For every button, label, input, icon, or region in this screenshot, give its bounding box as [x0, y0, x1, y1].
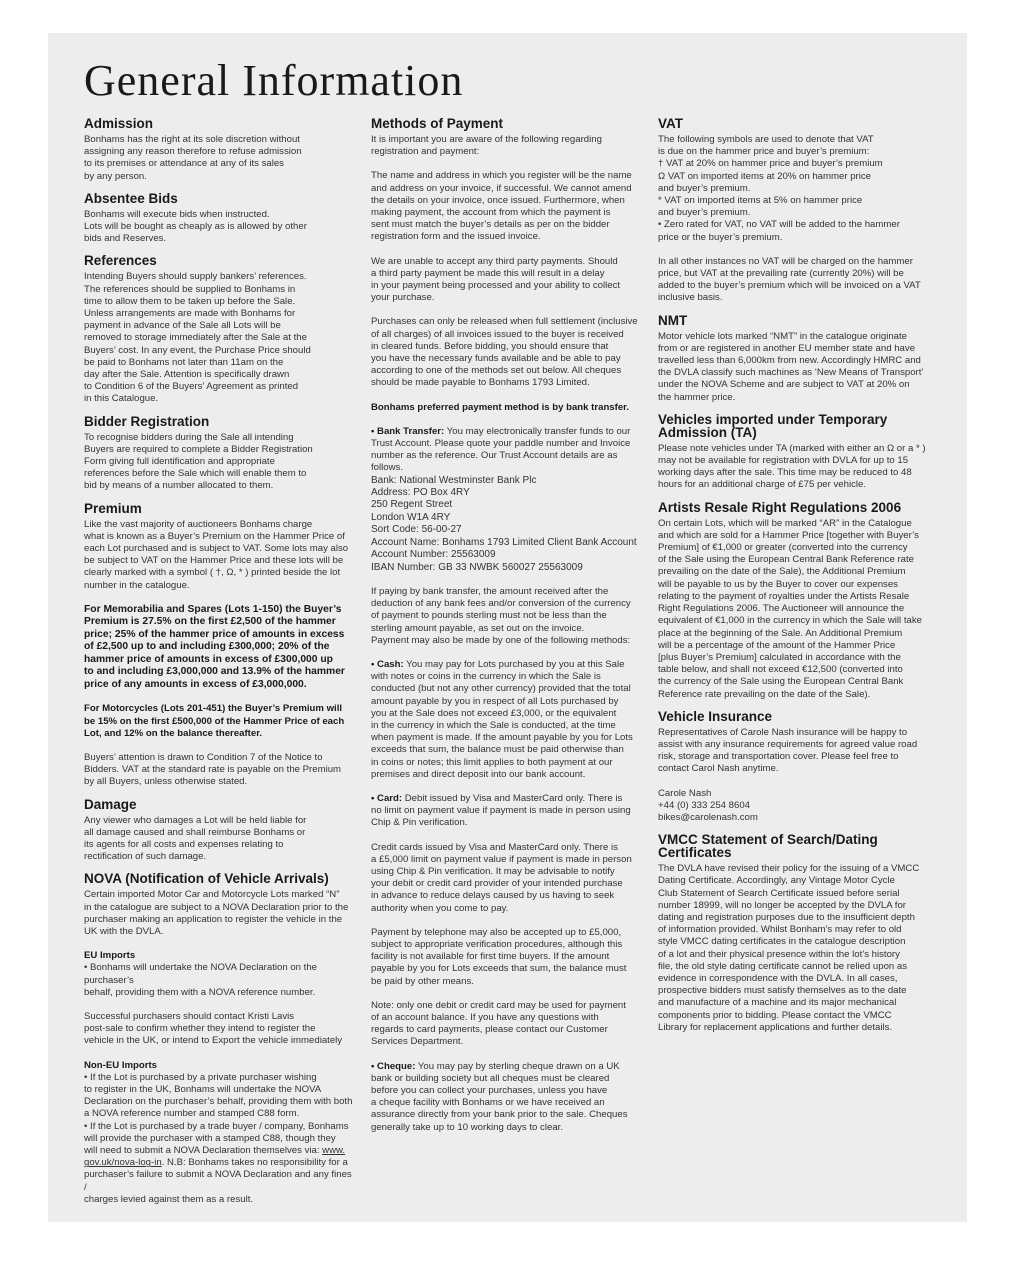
heading-line: Vehicles imported under Temporary [658, 411, 888, 427]
cheque-text [371, 1061, 643, 1073]
section-references [84, 254, 356, 405]
heading-line: VMCC Statement of Search/Dating [658, 832, 878, 848]
section-text: Motor vehicle lots marked “NMT” in the catalogue originate from or are registered in another EU member state and have travelled less than 6,000km from new. Accordingly HMRC and the DVLA classify such machines as ‘New Means of Transport’ under the NOVA Scheme and are subject to VAT at 20% on the hammer price. [658, 330, 924, 403]
section-text: Note: only one debit or credit card may be used for payment of an account balance. If you have any questions with regards to card payments, please contact our Customer Services Department. [371, 999, 626, 1048]
section-heading: Premium [84, 500, 142, 516]
section-absentee-bids [84, 192, 356, 246]
section-heading: NOVA (Notification of Vehicle Arrivals) [84, 871, 329, 887]
section-text: Please note vehicles under TA (marked with either an Ω or a * ) may not be available for registration with DVLA for up to 15 working days after the sale. This time may be reduced to 48 hours for an additional charge of £75 per vehicle. [658, 442, 926, 491]
section-heading: Methods of Payment [371, 116, 504, 131]
section-admission [84, 117, 356, 183]
section-text: Bonhams will execute bids when instructed. Lots will be bought as cheaply as is allowed by other bids and Reserves. [84, 208, 307, 245]
section-text: We are unable to accept any third party payments. Should a third party payment be made this will result in a delay in your payment being processed and your ability to collect your purchase. [371, 255, 621, 304]
bank-transfer-label: • Bank Transfer: [371, 425, 445, 437]
section-text: no limit on payment value if payment is made in person using Chip & Pin verification. [371, 805, 631, 829]
section-vmcc [658, 833, 933, 1034]
section-text: bank or building society but all cheques must be cleared before you can collect your purchases, unless you have a cheque facility with Bonhams or we have received an assurance directly from your bank prior to the sale. Cheques generally take up to 10 working days to clear. [371, 1072, 628, 1133]
section-text: Credit cards issued by Visa and MasterCard only. There is a £5,000 limit on payment value if payment is made in person using Chip & Pin verification. It may be advisable to notify your debit or credit card provider of your intended purchase in advance to reduce delays caused by us having to seek authority when you come to pay. [371, 841, 632, 914]
section-text: Payment by telephone may also be accepted up to £5,000, subject to appropriate verification procedures, although this facility is not available for first time buyers. If the amount payable by you for Lots exceeds that sum, the balance must be paid by other means. [371, 926, 627, 987]
nova-link-part-1[interactable]: www. [322, 1145, 346, 1157]
cheque-first: You may pay by sterling cheque drawn on a UK [415, 1060, 620, 1072]
section-text: To recognise bidders during the Sale all intending Buyers are required to complete a Bidder Registration Form giving full identification and appropriate references before the Sale which will enable them to bid by means of a number allocated to them. [84, 431, 313, 492]
section-nova [84, 872, 356, 1206]
section-text: Like the vast majority of auctioneers Bonhams charge what is known as a Buyer’s Premium on the Hammer Price of each Lot purchased and is subject to VAT. Some lots may also be subject to VAT on the Hammer Price and these lots will be clearly marked with a symbol ( †, Ω, * ) printed beside the lot number in the catalogue. [84, 518, 349, 591]
card-label: • Card: [371, 792, 403, 804]
memorabilia-premium-text: For Memorabilia and Spares (Lots 1-150) the Buyer’s Premium is 27.5% on the first £2,500 of the hammer price; 25% of the hammer price of amounts in excess of £2,500 up to and including £300,000; 20% of the hammer price of amounts in excess of £300,000 up to and including £3,000,000 and 13.9% of the hammer price of any amounts in excess of £3,000,000. [84, 603, 345, 690]
section-nmt [658, 314, 933, 404]
nova-link-part-2[interactable]: gov.uk/nova-log-in [84, 1157, 162, 1169]
eu-imports-heading: EU Imports [84, 950, 136, 962]
column-left [84, 117, 356, 1215]
cash-label: • Cash: [371, 658, 404, 670]
section-text: Bonhams has the right at its sole discretion without assigning any reason therefore to refuse admission to its premises or attendance at any of its sales by any person. [84, 134, 302, 182]
section-heading: Vehicle Insurance [658, 708, 773, 724]
section-text: Purchases can only be released when full settlement (inclusive of all charges) of all invoices issued to the buyer is received in cleared funds. Before bidding, you should ensure that you have the necessary funds available and be able to pay according to one of the methods set out below. All cheques should be made payable to Bonhams 1793 Limited. [371, 316, 638, 389]
section-damage [84, 798, 356, 864]
column-right [658, 117, 933, 1043]
page-title: General Information [84, 56, 464, 105]
section-heading: Bidder Registration [84, 413, 210, 429]
non-eu-imports-heading: Non-EU Imports [84, 1059, 158, 1071]
section-heading: VAT [658, 116, 683, 131]
section-heading: NMT [658, 312, 688, 328]
section-heading: Absentee Bids [84, 190, 178, 206]
section-text: It is important you are aware of the following regarding registration and payment: [371, 134, 602, 158]
section-text: On certain Lots, which will be marked “AR” in the Catalogue and which are sold for a Hammer Price [together with Buyer’s Premium] of €1,000 or greater (converted into the currency of the Sale using the European Central Bank Reference rate prevailing on the date of the Sale), the Additional Premium will be payable to us by the Buyer to cover our expenses relating to the payment of royalties under the Artists Resale Right Regulations 2006. The Auctioneer will announce the equivalent of €1,000 in the currency in which the Sale will take place at the beginning of the Sale. An Additional Premium will be a percentage of the amount of the Hammer Price [plus Buyer’s Premium] calculated in accordance with the table below, and shall not exceed €12,500 (converted into the currency of the Sale using the European Central Bank Reference rate prevailing on the date of the Sale). [658, 517, 922, 700]
section-text: Representatives of Carole Nash insurance will be happy to assist with any insurance requirements for agreed value road risk, storage and transportation cover. Please feel free to contact Carol Nash anytime. [658, 726, 918, 775]
section-artists-resale-right [658, 501, 933, 701]
section-text: If paying by bank transfer, the amount received after the deduction of any bank fees and/or conversion of the currency of payment to pounds sterling must not be less than the sterling amount payable, as set out on the invoice. Payment may also be made by one of the following methods: [371, 585, 631, 646]
motorcycles-premium-text: For Motorcycles (Lots 201-451) the Buyer’s Premium will be 15% on the first £500,000 of the Hammer Price of each Lot, and 12% on the balance thereafter. [84, 703, 345, 739]
section-text: In all other instances no VAT will be charged on the hammer price, but VAT at the prevailing rate (currently 20%) will be added to the buyer’s premium which will be invoiced on a VAT inclusive basis. [658, 255, 921, 304]
section-text: The following symbols are used to denote that VAT is due on the hammer price and buyer’s premium: † VAT at 20% on hammer price and buyer’s premium Ω VAT on imported items at 20% on hammer price and buyer’s premium. * VAT on imported items at 5% on hammer price and buyer’s premium. • Zero rated for VAT, no VAT will be added to the hammer price or the buyer’s premium. [658, 134, 900, 243]
section-premium [84, 502, 356, 789]
link-suffix: . N.B: Bonhams takes no responsibility for a [161, 1157, 348, 1169]
section-text: Intending Buyers should supply bankers’ references. The references should be supplied to Bonhams in time to allow them to be taken up before the Sale. Unless arrangements are made with Bonhams for payment in advance of the Sale all Lots will be removed to storage immediately after the Sale at the Buyers’ cost. In any event, the Purchase Price should be paid to Bonhams not later than 11am on the day after the Sale. Attention is specifically drawn to Condition 6 of the Buyers’ Agreement as printed in this Catalogue. [84, 271, 311, 405]
cash-text [371, 659, 643, 671]
section-text: Successful purchasers should contact Kristi Lavis post-sale to confirm whether they intend to register the vehicle in the UK, or intend to Export the vehicle immediately [84, 1011, 343, 1047]
insurance-contact: Carole Nash +44 (0) 333 254 8604 bikes@carolenash.com [658, 787, 758, 823]
section-heading: References [84, 253, 157, 269]
section-heading: Damage [84, 796, 137, 812]
link-prefix: will need to submit a NOVA Declaration themselves via: [84, 1145, 323, 1157]
section-text: Certain imported Motor Car and Motorcycle Lots marked “N” in the catalogue are subject to a NOVA Declaration prior to the purchaser making an application to register the vehicle in the UK with the DVLA. [84, 889, 349, 938]
section-heading [658, 413, 933, 439]
section-text: Trust Account. Please quote your paddle number and Invoice number as the reference. Our Trust Account details are as follows. [371, 438, 631, 474]
document-page [48, 33, 967, 1222]
heading-line: Admission (TA) [658, 424, 757, 440]
column-middle [371, 117, 643, 1134]
section-vat [658, 117, 933, 305]
bank-details: Bank: National Westminster Bank Plc Address: PO Box 4RY 250 Regent Street London W1A 4RY Sort Code: 56-00-27 Account Name: Bonhams 1793 Limited Client Bank Account Account Number: 25563009 IBAN Number: GB 33 NWBK 560027 25563009 [371, 474, 637, 573]
section-text: with notes or coins in the currency in which the Sale is conducted (but not any other currency) provided that the total amount payable by you in respect of all Lots purchased by you at the Sale does not exceed £3,000, or the equivalent in the currency in which the Sale is conducted, at the time when payment is made. If the amount payable by you for Lots exceeds that sum, the balance must be paid otherwise than in coins or notes; this limit applies to both payment at our premises and direct deposit into our bank account. [371, 671, 633, 780]
section-vehicle-insurance [658, 710, 933, 824]
section-bidder-registration [84, 415, 356, 493]
section-text [84, 1145, 356, 1169]
section-text: • Bonhams will undertake the NOVA Declaration on the purchaser’s behalf, providing them with a NOVA reference number. [84, 962, 318, 998]
section-text: • If the Lot is purchased by a private purchaser wishing to register in the UK, Bonhams will undertake the NOVA Declaration on the purchaser’s behalf, providing them with both a NOVA reference number and stamped C88 form. • If the Lot is purchased by a trade buyer / company, Bonhams will provide the purchaser with a stamped C88, though they [84, 1071, 353, 1144]
section-heading: Admission [84, 116, 154, 131]
card-first: Debit issued by Visa and MasterCard only. There is [402, 792, 623, 804]
section-text: purchaser’s failure to submit a NOVA Declaration and any fines / charges levied against them as a result. [84, 1169, 352, 1205]
section-text: The DVLA have revised their policy for the issuing of a VMCC Dating Certificate. Accordingly, any Vintage Motor Cycle Club Statement of Search Certificate issued before serial number 18999, will no longer be accepted by the DVLA for dating and registration purposes due to the insufficient depth of information provided. Whilst Bonham’s may refer to old style VMCC dating certificates in the catalogue description of a lot and their physical presence within the lot’s history file, the old style dating certificate cannot be relied upon as evidence in correspondence with the DVLA. In all cases, prospective bidders must satisfy themselves as to the date and manufacture of a machine and its major mechanical components prior to bidding. Please contact the VMCC Library for replacement applications and further details. [658, 863, 920, 1033]
heading-line: Certificates [658, 845, 732, 861]
preferred-method-text: Bonhams preferred payment method is by bank transfer. [371, 401, 630, 413]
bank-transfer-first: You may electronically transfer funds to our [444, 425, 631, 437]
section-temporary-admission [658, 413, 933, 492]
bank-transfer-text [371, 426, 643, 438]
section-text: Buyers’ attention is drawn to Condition 7 of the Notice to Bidders. VAT at the standard rate is payable on the Premium by all Buyers, unless otherwise stated. [84, 752, 342, 788]
section-text: Any viewer who damages a Lot will be held liable for all damage caused and shall reimburse Bonhams or its agents for all costs and expenses relating to rectification of such damage. [84, 814, 307, 863]
section-heading [658, 833, 933, 859]
cash-first: You may pay for Lots purchased by you at this Sale [403, 658, 625, 670]
section-heading: Artists Resale Right Regulations 2006 [658, 499, 902, 515]
section-text: The name and address in which you register will be the name and address on your invoice, if successful. We cannot amend the details on your invoice, once issued. Furthermore, when making payment, the account from which the payment is sent must match the buyer’s details as per on the bidder registration form and the issued invoice. [371, 170, 632, 243]
cheque-label: • Cheque: [371, 1060, 416, 1072]
card-text [371, 793, 643, 805]
